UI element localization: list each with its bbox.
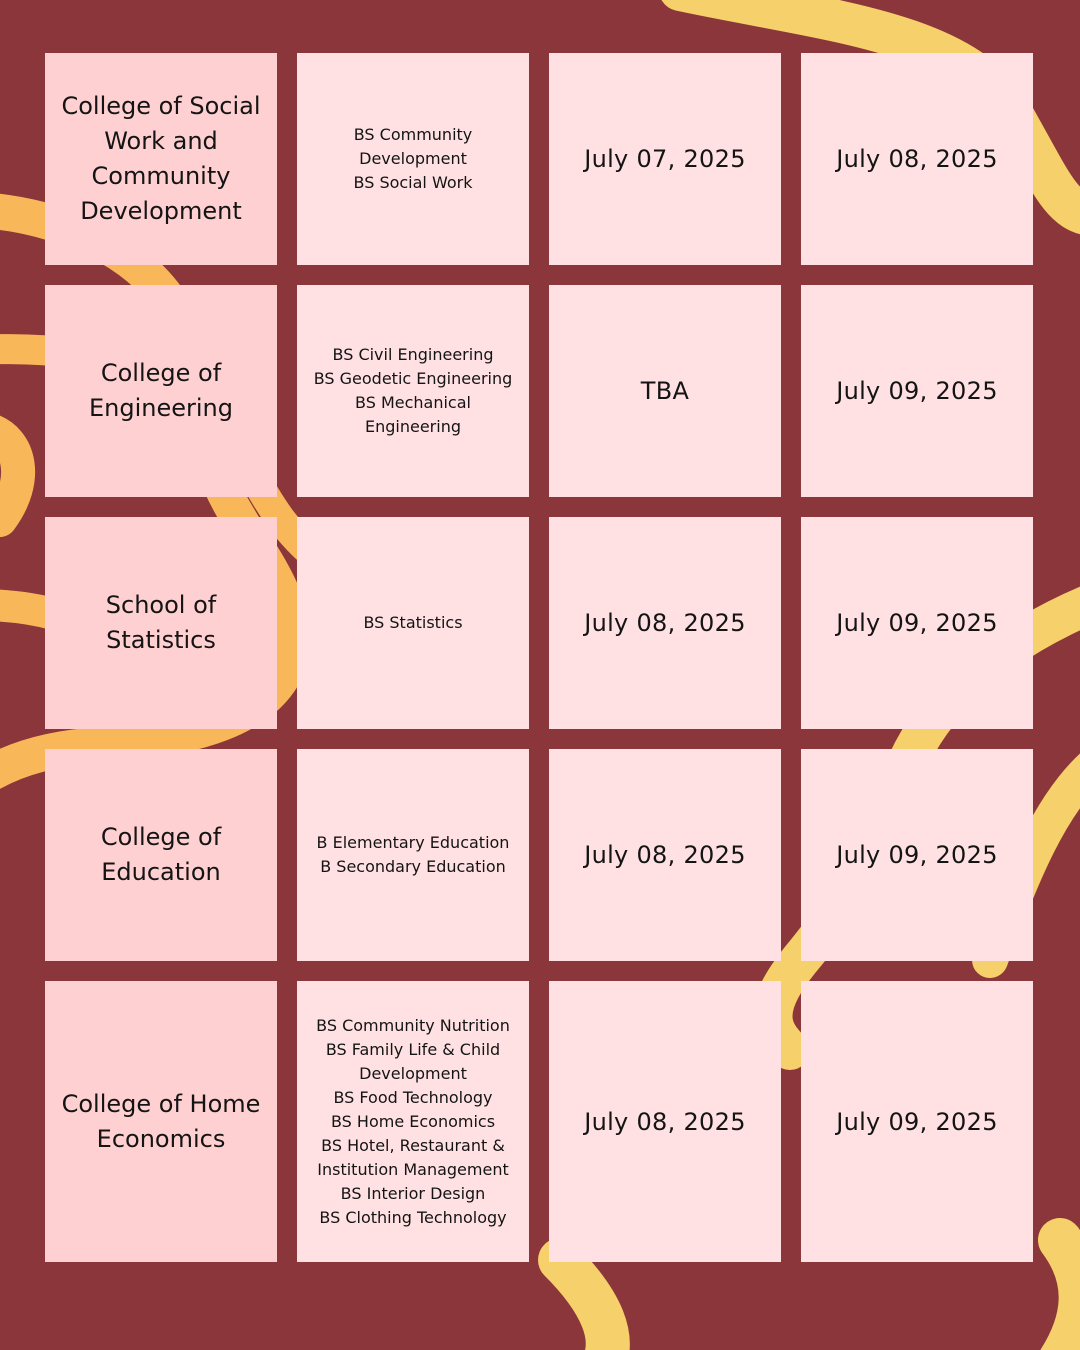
- program-name: BS Food Technology: [333, 1087, 493, 1107]
- first-date: TBA: [640, 377, 690, 405]
- first-date: July 08, 2025: [584, 1107, 746, 1136]
- second-date: July 09, 2025: [836, 609, 998, 637]
- college-name: College of Engineering: [89, 359, 233, 422]
- program-name: BS Social Work: [353, 173, 473, 192]
- program-name: BS Family Life & Child Development: [325, 1039, 501, 1083]
- second-date-cell: [801, 53, 1033, 265]
- program-name: BS Geodetic Engineering: [313, 369, 513, 388]
- program-name: BS Community Development: [353, 125, 473, 168]
- second-date: July 09, 2025: [836, 377, 998, 405]
- first-date-cell: [549, 53, 781, 265]
- program-name: B Elementary Education: [316, 833, 510, 852]
- programs-cell: [297, 517, 529, 729]
- first-date-cell: [549, 285, 781, 497]
- college-name: School of Statistics: [105, 591, 217, 654]
- first-date-cell: [549, 981, 781, 1262]
- program-name: BS Home Economics: [330, 1111, 496, 1131]
- second-date: July 09, 2025: [836, 841, 998, 869]
- program-name: BS Hotel, Restaurant & Institution Management: [317, 1135, 509, 1179]
- college-name: College of Education: [100, 823, 222, 886]
- college-name: College of Social Work and Community Development: [61, 92, 261, 225]
- first-date: July 08, 2025: [584, 609, 746, 637]
- first-date-cell: [549, 749, 781, 961]
- second-date: July 08, 2025: [836, 145, 998, 173]
- program-name: BS Mechanical Engineering: [355, 393, 471, 436]
- program-name: BS Interior Design: [340, 1183, 486, 1203]
- program-name: BS Community Nutrition: [316, 1015, 510, 1035]
- second-date: July 09, 2025: [836, 1107, 998, 1136]
- programs-cell: [297, 981, 529, 1262]
- program-name: B Secondary Education: [320, 857, 506, 876]
- program-name: BS Clothing Technology: [319, 1207, 507, 1227]
- second-date-cell: [801, 285, 1033, 497]
- college-name-cell: [45, 981, 277, 1262]
- programs-cell: [297, 285, 529, 497]
- first-date-cell: [549, 517, 781, 729]
- program-name: BS Statistics: [363, 613, 463, 632]
- first-date: July 07, 2025: [584, 145, 746, 173]
- swirl-orange-loop: [0, 430, 18, 520]
- college-name: College of Home Economics: [61, 1089, 261, 1153]
- college-name-cell: [45, 285, 277, 497]
- college-name-cell: [45, 53, 277, 265]
- second-date-cell: [801, 517, 1033, 729]
- second-date-cell: [801, 749, 1033, 961]
- programs-cell: [297, 53, 529, 265]
- second-date-cell: [801, 981, 1033, 1262]
- programs-cell: [297, 749, 529, 961]
- college-name-cell: [45, 517, 277, 729]
- program-name: BS Civil Engineering: [332, 345, 494, 364]
- schedule-grid: [45, 53, 1033, 1262]
- first-date: July 08, 2025: [584, 841, 746, 869]
- college-name-cell: [45, 749, 277, 961]
